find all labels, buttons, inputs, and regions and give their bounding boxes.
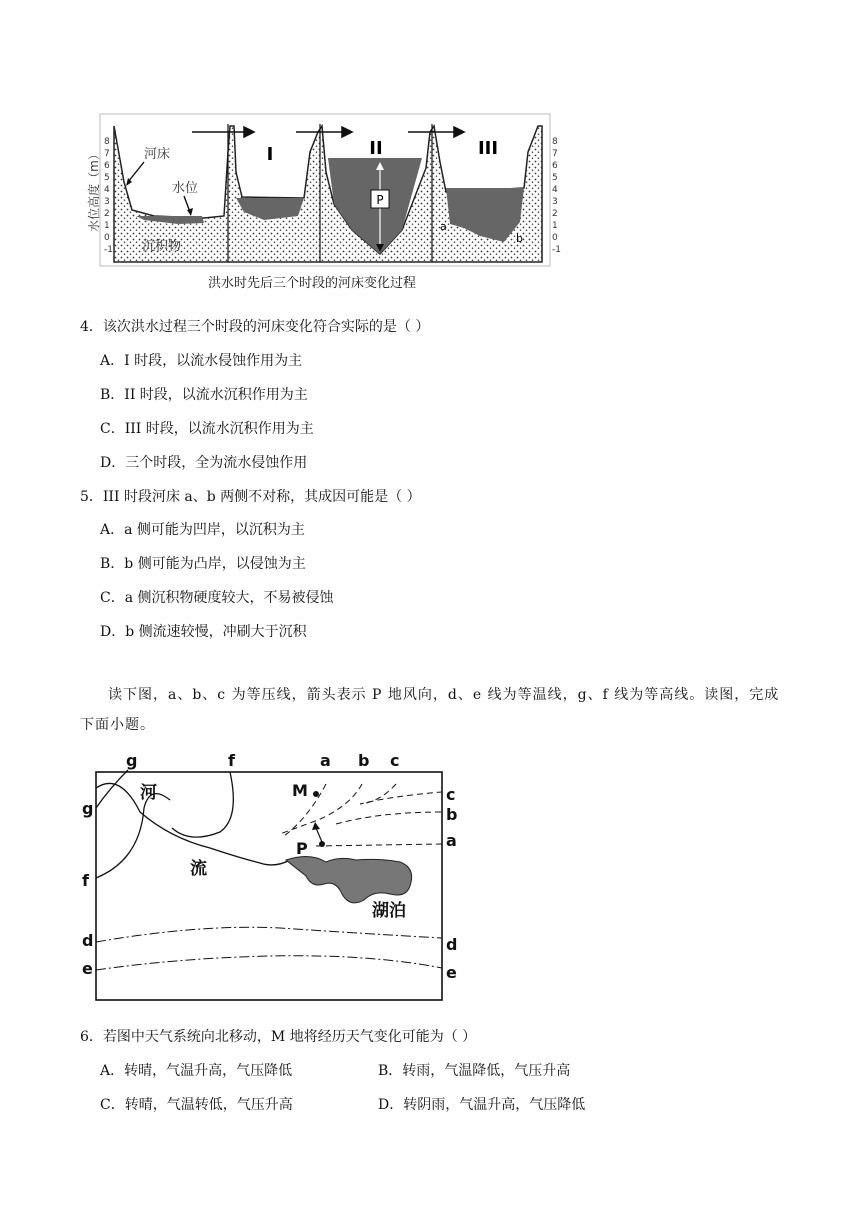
y-axis-label: 水位高度（m） [87, 148, 101, 232]
q5-option-d[interactable]: D．b 侧流速较慢，冲刷大于沉积 [100, 624, 307, 640]
intro-text: 读下图，a、b、c 为等压线，箭头表示 P 地风向，d、e 线为等温线，g、f 线为等高线。读图，完成下面小题。 [80, 687, 780, 733]
svg-text:2: 2 [104, 209, 110, 219]
stage-label-3: III [477, 138, 499, 159]
svg-text:-1: -1 [552, 245, 561, 255]
left-ticks [104, 137, 113, 255]
riverbed-diagram [84, 112, 574, 272]
label-c-top: c [390, 751, 400, 770]
label-b-right: b [446, 805, 458, 824]
contour-f-top [172, 772, 233, 837]
figure-weather-map [80, 748, 470, 1008]
sediment-label: 沉积物 [142, 239, 182, 254]
waterlevel-label: 水位 [172, 181, 199, 196]
weather-map [80, 748, 470, 1008]
contour-f-left [96, 794, 170, 878]
label-d-left: d [82, 931, 94, 950]
q4-option-b[interactable]: B．II 时段，以流水沉积作用为主 [100, 387, 308, 403]
svg-text:3: 3 [104, 197, 110, 207]
svg-text:1: 1 [104, 221, 110, 231]
q5-option-a[interactable]: A．a 侧可能为凹岸，以沉积为主 [100, 522, 305, 538]
riverbed-label: 河床 [144, 147, 171, 162]
svg-text:4: 4 [552, 185, 558, 195]
label-c-right: c [446, 785, 456, 804]
q5-option-c[interactable]: C．a 侧沉积物硬度较大，不易被侵蚀 [100, 590, 334, 606]
q5-option-b[interactable]: B．b 侧可能为凸岸，以侵蚀为主 [100, 556, 306, 572]
label-lake: 湖泊 [372, 901, 406, 921]
q5-stem: 5．III 时段河床 a、b 两侧不对称，其成因可能是（ ） [80, 489, 421, 505]
side-a-label: a [440, 220, 447, 233]
q4-option-d[interactable]: D．三个时段，全为流水侵蚀作用 [100, 455, 308, 471]
q4-option-a[interactable]: A．I 时段，以流水侵蚀作用为主 [100, 353, 303, 369]
label-river-2: 流 [190, 859, 207, 879]
label-a-right: a [446, 831, 457, 850]
q6-option-d[interactable]: D．转阴雨，气温升高，气压降低 [378, 1097, 586, 1113]
p-label: P [376, 193, 384, 207]
svg-text:7: 7 [104, 149, 110, 159]
side-b-label: b [516, 232, 523, 245]
svg-text:8: 8 [104, 137, 110, 147]
label-b-top: b [358, 751, 370, 770]
svg-text:2: 2 [552, 209, 558, 219]
label-f-left: f [82, 871, 89, 890]
label-e-right: e [446, 963, 457, 982]
svg-text:4: 4 [104, 185, 110, 195]
figure1-caption: 洪水时先后三个时段的河床变化过程 [208, 276, 417, 291]
label-river-1: 河 [140, 783, 157, 803]
svg-text:8: 8 [552, 137, 558, 147]
svg-text:0: 0 [104, 233, 110, 243]
svg-text:1: 1 [552, 221, 558, 231]
q6-option-c[interactable]: C．转晴，气温转低，气压升高 [100, 1097, 293, 1113]
right-ticks [552, 137, 561, 255]
label-e-left: e [82, 959, 93, 978]
figure-riverbed [84, 112, 574, 272]
svg-text:-1: -1 [104, 245, 113, 255]
svg-text:5: 5 [552, 173, 558, 183]
svg-text:5: 5 [104, 173, 110, 183]
svg-text:6: 6 [104, 161, 110, 171]
q6-option-b[interactable]: B．转雨，气温降低，气压升高 [378, 1063, 571, 1079]
label-p: P [296, 839, 308, 858]
wind-arrow [316, 828, 322, 842]
point-m [313, 791, 319, 797]
label-d-right: d [446, 935, 458, 954]
river-line [96, 783, 290, 864]
stage-label-2: II [369, 138, 383, 159]
label-m: M [292, 781, 308, 800]
svg-text:6: 6 [552, 161, 558, 171]
stage-label-1: I [266, 144, 274, 165]
q6-stem: 6．若图中天气系统向北移动，M 地将经历天气变化可能为（ ） [80, 1029, 477, 1045]
label-g-top: g [126, 751, 138, 770]
svg-text:0: 0 [552, 233, 558, 243]
q4-stem: 4．该次洪水过程三个时段的河床变化符合实际的是（ ） [80, 319, 430, 335]
label-a-top: a [320, 751, 331, 770]
q6-option-a[interactable]: A．转晴，气温升高，气压降低 [100, 1063, 293, 1079]
label-f-top: f [228, 751, 235, 770]
svg-text:3: 3 [552, 197, 558, 207]
q4-option-c[interactable]: C．III 时段，以流水沉积作用为主 [100, 421, 314, 437]
lake-shape [286, 856, 412, 902]
isotherms [96, 927, 442, 970]
label-g-left: g [82, 799, 94, 818]
svg-text:7: 7 [552, 149, 558, 159]
